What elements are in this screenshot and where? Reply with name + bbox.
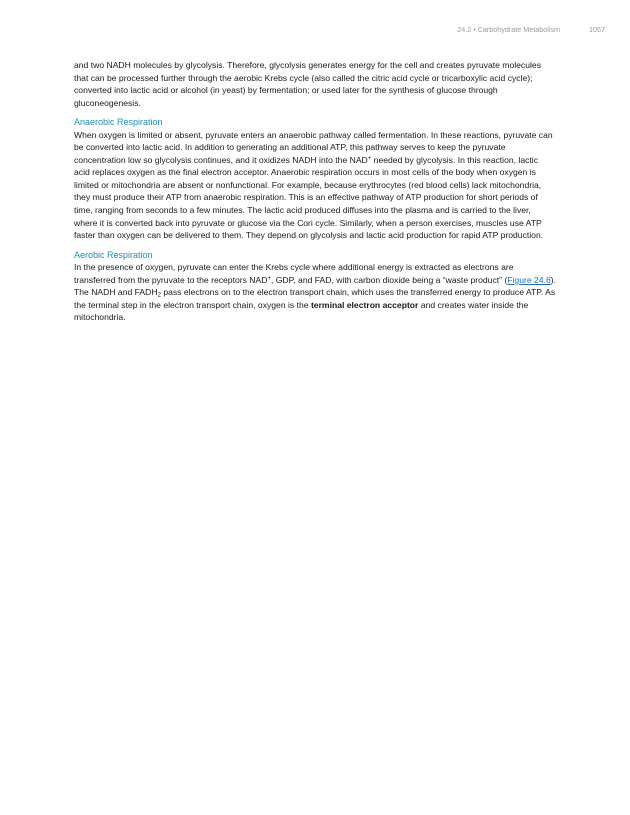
figure-link[interactable]: Figure 24.6 — [507, 274, 551, 285]
heading-anaerobic-respiration: Anaerobic Respiration — [74, 117, 163, 128]
fadh2-subscript: 2 — [157, 292, 161, 299]
body-content — [74, 59, 556, 324]
intro-paragraph: and two NADH molecules by glycolysis. Therefore, glycolysis generates energy for the cell and creates pyruvate molecules that can be processed further through the aerobic Krebs cycle (also called the citric acid cycle or tricarboxylic acid cycle); converted into lactic acid or alcohol (in yeast) by fermentation; or used later for the synthesis of glucose through gluconeogenesis. — [74, 60, 541, 108]
nad-superscript: + — [367, 155, 372, 162]
heading-aerobic-respiration: Aerobic Respiration — [74, 249, 153, 260]
aerobic-text-4: pass electrons on to the electron transport chain, which uses the transferred energy to produce ATP. As the terminal step in the electron transport chain, oxygen is the — [74, 287, 556, 310]
aerobic-text-5: and creates water inside the mitochondria. — [74, 299, 529, 323]
aerobic-paragraph — [74, 261, 556, 324]
anaerobic-paragraph — [74, 129, 556, 242]
page-number: 1067 — [589, 25, 605, 34]
aerobic-text-2: , GDP, and FAD, with carbon dioxide being a “waste product” ( — [270, 274, 508, 285]
aerobic-text-3: ). The NADH and FADH — [74, 274, 556, 298]
running-header — [457, 25, 605, 34]
key-term: terminal electron acceptor — [310, 299, 419, 310]
anaerobic-text-1: When oxygen is limited or absent, pyruvate enters an anaerobic pathway called fermentation. In these reactions, pyruvate can be converted into lactic acid. In addition to generating an additional ATP, this pathway serves to keep the pyruvate concentration low so glycolysis continues, and it oxidizes NADH into the NAD — [74, 129, 553, 165]
aerobic-text-1: In the presence of oxygen, pyruvate can enter the Krebs cycle where additional energy is extracted as electrons are transferred from the pyruvate to the receptors NAD — [74, 262, 514, 285]
header-section-title: 24.2 • Carbohydrate Metabolism — [457, 25, 560, 34]
anaerobic-text-2: needed by glycolysis. In this reaction, lactic acid replaces oxygen as the final electron acceptor. Anaerobic respiration occurs in most cells of the body when oxygen is limited or mitochondria are absent or nonfunctional. For example, because erythrocytes (red blood cells) lack mitochondria, they must produce their ATP from anaerobic respiration. This is an effective pathway of ATP production for short periods of time, ranging from seconds to a few minutes. The lactic acid produced diffuses into the plasma and is carried to the liver, where it is converted back into pyruvate or glucose via the Cori cycle. Similarly, when a person exercises, muscles use ATP faster than oxygen can be delivered to them. They depend on glycolysis and lactic acid production for rapid ATP production. — [74, 154, 544, 241]
nad-superscript: + — [267, 275, 271, 282]
